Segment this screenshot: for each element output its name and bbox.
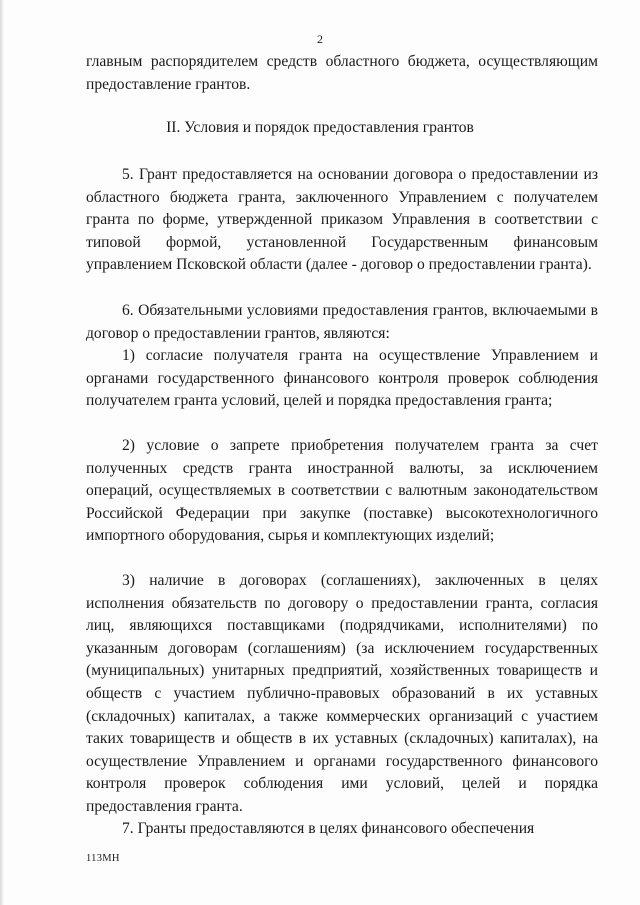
page-number: 2 (317, 32, 323, 46)
list-item-3: 3) наличие в договорах (соглашениях), заключенных в целях исполнения обязательств по договору о предоставлении гранта, согласия лиц, являющихся поставщиками (подрядчиками, исполнителями) по указанным договорам (соглашениям) (за исключением государственных (муниципальных) унитарных предприятий, хозяйственных товариществ и обществ с участием публично-правовых образований в их уставных (складочных) капиталах, а также коммерческих организаций с участием таких товариществ и обществ в их уставных (складочных) капиталах), на осуществление Управлением и органами государственного финансового контроля проверок соблюдения ими условий, целей и порядка предоставления гранта. (86, 572, 598, 815)
continuation-paragraph: главным распорядителем средств областного бюджета, осуществляющим предоставление грантов. (86, 53, 598, 93)
paragraph-5: 5. Грант предоставляется на основании договора о предоставлении из областного бюджета гранта, заключенного Управлением с получателем гранта по форме, утвержденной приказом Управления в соответствии с типовой формой, установленной Государственным финансовым управлением Псковской области (далее - договор о предоставлении гранта). (86, 166, 598, 274)
section-heading: II. Условия и порядок предоставления грантов (166, 119, 474, 136)
list-item-1: 1) согласие получателя гранта на осуществление Управлением и органами государственного финансового контроля проверок соблюдения получателем гранта условий, целей и порядка предоставления гранта; (86, 347, 598, 410)
list-item-2: 2) условие о запрете приобретения получателем гранта за счет полученных средств гранта иностранной валюты, за исключением операций, осуществляемых в соответствии с валютным законодательством Российской Федерации при закупке (поставке) высокотехнологичного импортного оборудования, сырья и комплектующих изделий; (86, 437, 598, 545)
paragraph-7-start: 7. Гранты предоставляются в целях финансового обеспечения (122, 820, 535, 837)
footer-code: 113МН (86, 853, 120, 864)
paragraph-6: 6. Обязательными условиями предоставления грантов, включаемыми в договор о предоставлении грантов, являются: (86, 302, 598, 342)
